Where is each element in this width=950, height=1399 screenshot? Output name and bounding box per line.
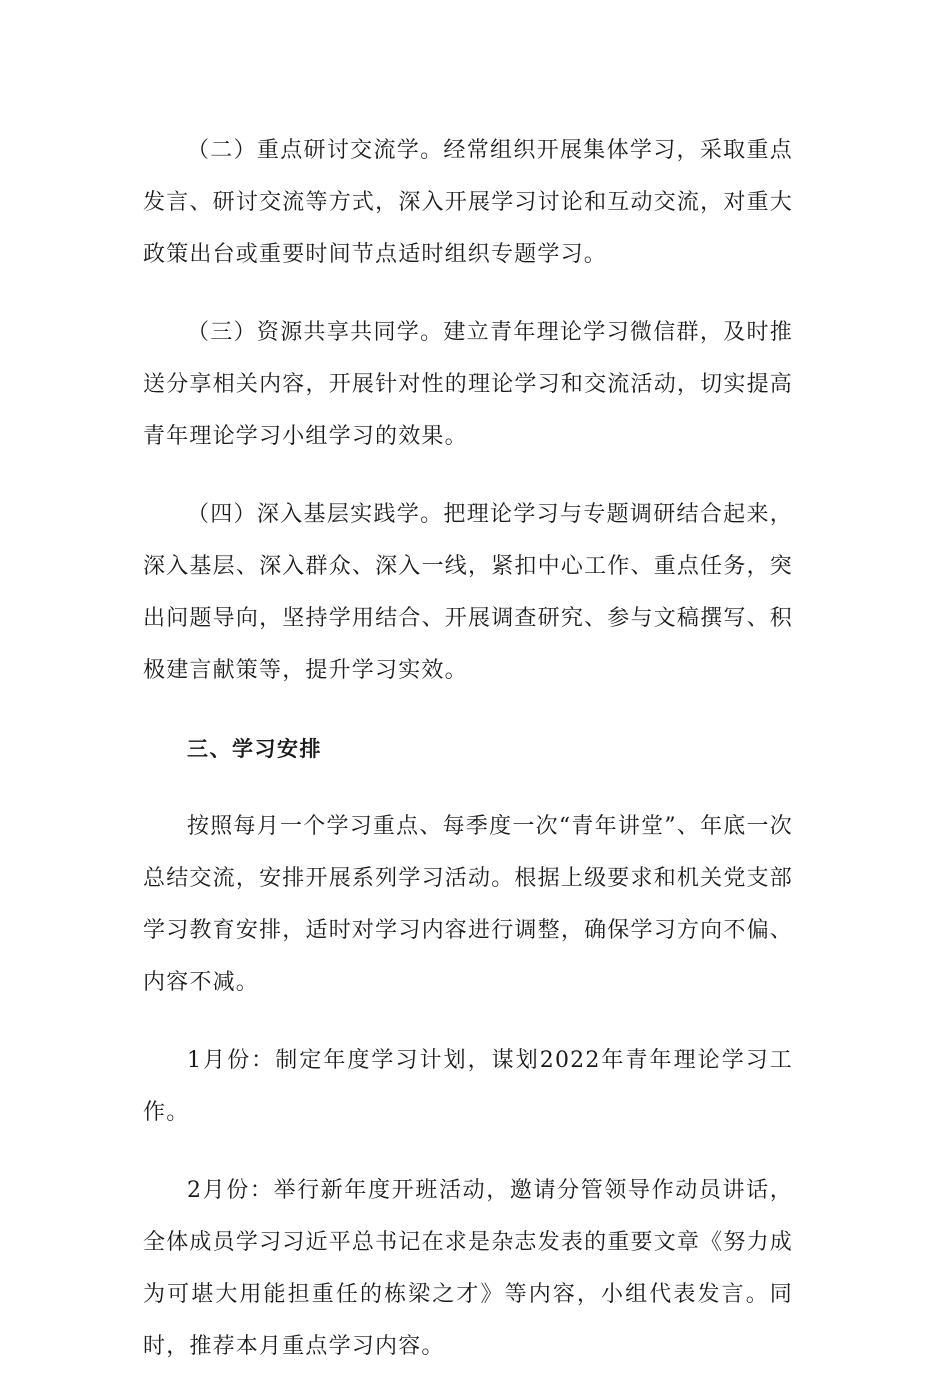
paragraph-resource-sharing: （三）资源共享共同学。建立青年理论学习微信群，及时推送分享相关内容，开展针对性的理论学习和交流活动，切实提高青年理论学习小组学习的效果。 xyxy=(143,320,793,449)
paragraph-february: 2月份：举行新年度开班活动，邀请分管领导作动员讲话，全体成员学习习近平总书记在求是杂志发表的重要文章《努力成为可堪大用能担重任的栋梁之才》等内容，小组代表发言。同时，推荐本月重点学习内容。 xyxy=(143,1178,793,1359)
paragraph-january: 1月份：制定年度学习计划，谋划2022年青年理论学习工作。 xyxy=(143,1048,793,1125)
section-heading: 三、学习安排 xyxy=(187,737,322,761)
paragraph-grassroots-practice: （四）深入基层实践学。把理论学习与专题调研结合起来，深入基层、深入群众、深入一线，紧扣中心工作、重点任务，突出问题导向，坚持学用结合、开展调查研究、参与文稿撰写、积极建言献策等，提升学习实效。 xyxy=(143,502,793,683)
paragraph-discussion-study: （二）重点研讨交流学。经常组织开展集体学习，采取重点发言、研讨交流等方式，深入开展学习讨论和互动交流，对重大政策出台或重要时间节点适时组织专题学习。 xyxy=(143,138,793,267)
paragraph-arrangement-intro: 按照每月一个学习重点、每季度一次“青年讲堂”、年底一次总结交流，安排开展系列学习活动。根据上级要求和机关党支部学习教育安排，适时对学习内容进行调整，确保学习方向不偏、内容不减。 xyxy=(143,814,793,995)
document-body xyxy=(143,125,793,1399)
